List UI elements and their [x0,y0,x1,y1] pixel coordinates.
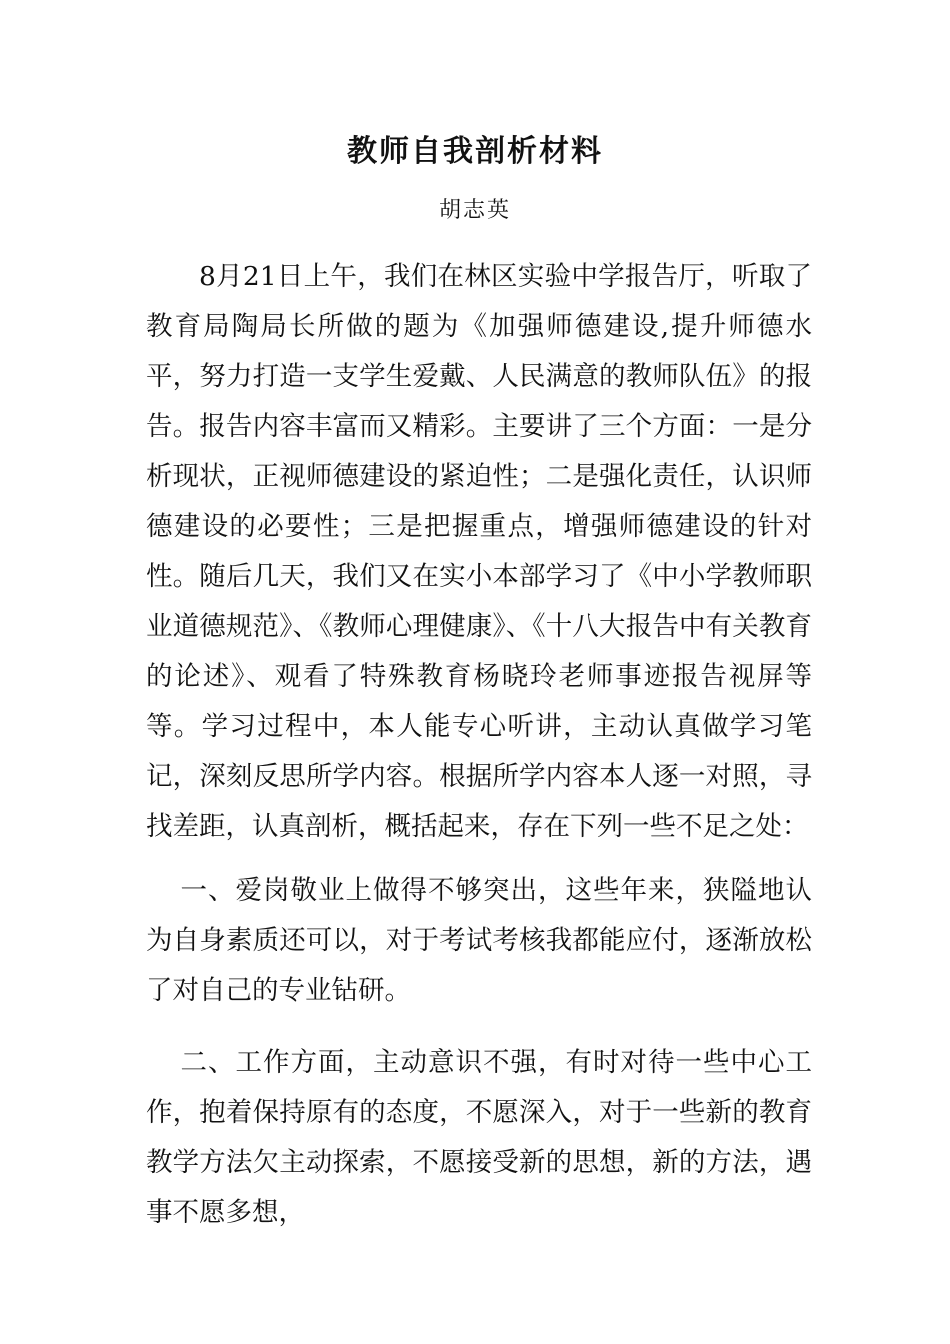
body-paragraph-2: 一、爱岗敬业上做得不够突出，这些年来，狭隘地认为自身素质还可以，对于考试考核我都能应付，逐渐放松了对自己的专业钻研。 [146,875,812,1006]
body-paragraph-3: 二、工作方面，主动意识不强，有时对待一些中心工作，抱着保持原有的态度，不愿深入，对于一些新的教育教学方法欠主动探索，不愿接受新的思想，新的方法，遇事不愿多想， [146,1047,812,1228]
document-title: 教师自我剖析材料 [347,134,603,169]
document-author: 胡志英 [438,198,511,223]
body-paragraph-1: 8月21日上午，我们在林区实验中学报告厅，听取了教育局陶局长所做的题为《加强师德建设,提升师德水平，努力打造一支学生爱戴、人民满意的教师队伍》的报告。报告内容丰富而又精彩。主要讲了三个方面：一是分析现状，正视师德建设的紧迫性；二是强化责任，认识师德建设的必要性；三是把握重点，增强师德建设的针对性。随后几天，我们又在实小本部学习了《中小学教师职业道德规范》、《教师心理健康》、《十八大报告中有关教育的论述》、观看了特殊教育杨晓玲老师事迹报告视屏等等。学习过程中，本人能专心听讲，主动认真做学习笔记，深刻反思所学内容。根据所学内容本人逐一对照，寻找差距，认真剖析，概括起来，存在下列一些不足之处： [146,261,812,842]
